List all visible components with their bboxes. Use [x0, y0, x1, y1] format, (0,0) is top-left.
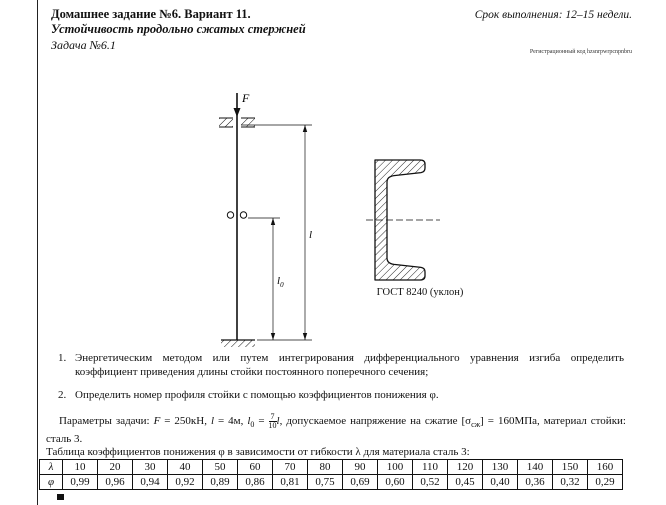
row-label: φ	[40, 475, 63, 490]
header	[51, 7, 441, 53]
table-cell: 0,40	[483, 475, 518, 490]
var-l0: l	[247, 415, 251, 427]
table-cell: 10	[63, 460, 98, 475]
table-cell: 0,96	[98, 475, 133, 490]
params-text: =	[254, 415, 269, 427]
page-subtitle: Устойчивость продольно сжатых стержней	[51, 22, 306, 36]
fraction-7-10	[269, 413, 277, 430]
table-cell: 70	[273, 460, 308, 475]
length-l-label: l	[309, 229, 313, 241]
table-title: Таблица коэффициентов понижения φ в зависимости от гибкости λ для материала сталь 3:	[46, 446, 470, 458]
length-l0-label: $l_0$	[277, 275, 284, 289]
table-cell: 50	[203, 460, 238, 475]
list-item-text: Энергетическим методом или путем интегрирования дифференциального уравнения изгиба определить коэффициент приведения длины стойки постоянного поперечного сечения;	[75, 352, 624, 378]
fraction-numerator: 7	[270, 412, 275, 421]
table-cell: 0,29	[588, 475, 623, 490]
table-cell: 140	[518, 460, 553, 475]
table-cell: 130	[483, 460, 518, 475]
section-caption: ГОСТ 8240 (уклон)	[376, 287, 464, 298]
page-margin-line	[37, 0, 38, 505]
var-l: l	[210, 415, 215, 427]
dim-l-arrow-bottom	[303, 333, 307, 340]
params-text: Параметры задачи:	[59, 415, 154, 427]
force-label: F	[242, 91, 250, 105]
table-cell: 80	[308, 460, 343, 475]
channel-section-figure	[360, 150, 490, 285]
table-cell: 0,69	[343, 475, 378, 490]
table-cell: 40	[168, 460, 203, 475]
sigma-sub: сж	[471, 420, 481, 430]
table-cell: 0,92	[168, 475, 203, 490]
dim-l-arrow-top	[303, 125, 307, 132]
table-cell: 100	[378, 460, 413, 475]
phi-table-body	[40, 460, 623, 490]
table-cell: 0,45	[448, 475, 483, 490]
table-cell: 0,32	[553, 475, 588, 490]
page-title: Домашнее задание №6. Вариант 11.	[51, 7, 251, 21]
table-cell: 0,89	[203, 475, 238, 490]
deadline-text: Срок выполнения: 12–15 недели.	[474, 9, 632, 21]
table-cell: 0,86	[238, 475, 273, 490]
list-item-text: Определить номер профиля стойки с помощью коэффициентов понижения φ.	[75, 389, 439, 401]
parameters-paragraph	[46, 413, 626, 447]
dimension-l	[241, 125, 312, 340]
bottom-support	[221, 340, 255, 347]
table-cell: 90	[343, 460, 378, 475]
row-label: λ	[40, 460, 63, 475]
list-item	[58, 352, 624, 379]
dimension-l0	[248, 218, 280, 340]
table-cell: 0,75	[308, 475, 343, 490]
page-mark	[57, 494, 64, 500]
table-row	[40, 475, 623, 490]
table-cell: 30	[133, 460, 168, 475]
table-row	[40, 460, 623, 475]
var-l0-sub: 0	[250, 420, 255, 430]
table-cell: 160	[588, 460, 623, 475]
list-item	[58, 389, 624, 403]
task-number: Задача №6.1	[51, 38, 116, 52]
table-cell: 0,36	[518, 475, 553, 490]
params-text: = 250кН,	[160, 415, 211, 427]
params-text: , допускаемое напряжение на сжатие [σ	[279, 415, 472, 427]
list-item-number: 1.	[58, 352, 67, 364]
var-F: F	[153, 415, 161, 427]
rod-figure	[200, 88, 340, 356]
params-text: = 4м,	[214, 415, 248, 427]
force-arrow-icon	[234, 108, 241, 117]
dim-l0-arrow-bottom	[271, 333, 275, 340]
table-cell: 0,99	[63, 475, 98, 490]
table-cell: 0,94	[133, 475, 168, 490]
dim-l0-arrow-top	[271, 218, 275, 225]
var-l2: l	[276, 415, 280, 427]
table-cell: 0,60	[378, 475, 413, 490]
registration-code: Регистрационный код hzsnrpwrpcnpnbru	[529, 49, 632, 55]
table-cell: 0,81	[273, 475, 308, 490]
table-cell: 60	[238, 460, 273, 475]
table-cell: 20	[98, 460, 133, 475]
table-cell: 110	[413, 460, 448, 475]
fraction-denominator: 10	[268, 421, 277, 430]
phi-table	[39, 459, 623, 490]
task-list	[58, 352, 624, 413]
header-right	[410, 9, 632, 21]
list-item-number: 2.	[58, 389, 67, 401]
params-text: ] = 160МПа, материал стойки: сталь 3.	[46, 415, 626, 446]
table-cell: 120	[448, 460, 483, 475]
table-cell: 150	[553, 460, 588, 475]
table-cell: 0,52	[413, 475, 448, 490]
